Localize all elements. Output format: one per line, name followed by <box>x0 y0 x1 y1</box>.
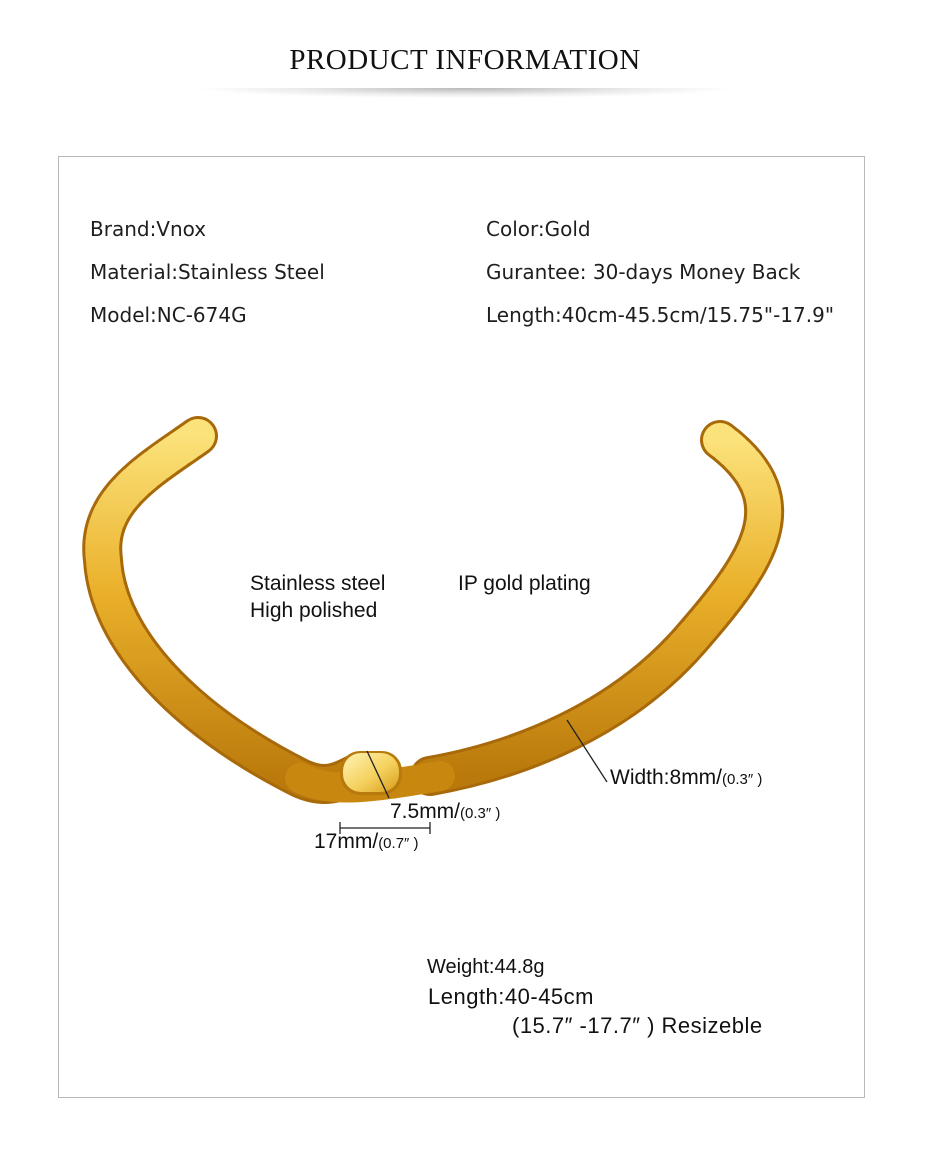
clasp-plate <box>340 751 402 795</box>
clasp-length-value: 17mm/ <box>314 830 379 853</box>
finish-label-line1: Stainless steel <box>250 572 386 595</box>
spec-color: Color:Gold <box>486 217 591 241</box>
spec-model: Model:NC-674G <box>90 303 247 327</box>
length-label-line2: (15.7″ -17.7″ ) Resizeble <box>512 1013 763 1038</box>
spec-material: Material:Stainless Steel <box>90 260 325 284</box>
clasp-length-label <box>314 830 419 854</box>
clasp-length-inch-value: (0.7″ ) <box>378 835 419 852</box>
spec-guarantee: Gurantee: 30-days Money Back <box>486 260 801 284</box>
spec-length: Length:40cm-45.5cm/15.75"-17.9" <box>486 303 835 327</box>
length-label-line1: Length:40-45cm <box>428 984 594 1009</box>
finish-label-line2: High polished <box>250 599 378 622</box>
spec-brand: Brand:Vnox <box>90 217 207 241</box>
width-value: Width:8mm/ <box>610 766 723 789</box>
chain-links <box>102 436 764 788</box>
page-title: PRODUCT INFORMATION <box>289 44 641 76</box>
clasp-height-inch-value: (0.3″ ) <box>460 805 501 822</box>
width-inch-value: (0.3″ ) <box>722 771 763 788</box>
weight-label: Weight:44.8g <box>427 956 545 978</box>
plating-label: IP gold plating <box>458 572 591 595</box>
width-dimension-label <box>610 766 762 790</box>
clasp-height-label <box>390 800 500 824</box>
clasp-height-value: 7.5mm/ <box>390 800 461 823</box>
